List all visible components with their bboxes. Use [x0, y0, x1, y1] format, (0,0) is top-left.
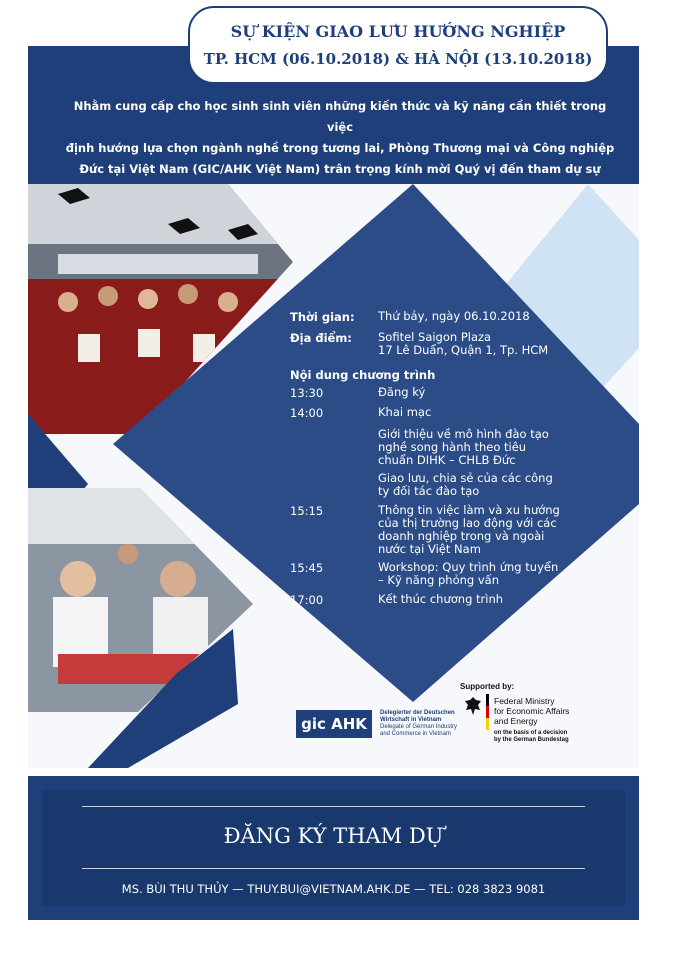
- program-text: [378, 428, 549, 467]
- program-time: 14:00: [290, 406, 324, 420]
- event-title-badge: [188, 6, 608, 84]
- program-time: 15:45: [290, 561, 324, 575]
- program-text: [378, 593, 503, 606]
- register-heading: ĐĂNG KÝ THAM DỰ: [223, 824, 444, 848]
- program-line: nước tại Việt Nam: [378, 542, 481, 556]
- program-item: [290, 405, 432, 420]
- program-line: doanh nghiệp trong và ngoài: [378, 529, 545, 543]
- ministry-name: [494, 696, 594, 726]
- time-value: Thứ bảy, ngày 06.10.2018: [378, 309, 530, 323]
- program-text: [378, 472, 553, 498]
- place-line: 17 Lê Duẩn, Quận 1, Tp. HCM: [378, 343, 549, 357]
- divider: [82, 868, 585, 869]
- footer-panel: [42, 790, 625, 906]
- program-item: [290, 560, 559, 587]
- program-time: 13:30: [290, 386, 324, 400]
- program-line: của thị trường lao động với các: [378, 516, 557, 530]
- gic-ahk-caption: [380, 710, 470, 738]
- contact-info[interactable]: MS. BÙI THU THỦY — THUY.BUI@VIETNAM.AHK.DE — TEL: 028 3823 9081: [121, 882, 546, 896]
- federal-eagle-icon: [464, 696, 482, 716]
- ministry-note-line: on the basis of a decision: [494, 730, 568, 736]
- program-line: Đăng ký: [378, 385, 426, 399]
- intro-line: định hướng lựa chọn ngành nghề trong tương lai, Phòng Thương mại và Công nghiệp: [65, 141, 615, 155]
- registration-footer: [28, 776, 639, 920]
- program-line: Giới thiệu về mô hình đào tạo: [378, 427, 549, 441]
- program-line: Kết thúc chương trình: [378, 592, 504, 606]
- program-line: chuẩn DIHK – CHLB Đức: [378, 453, 516, 467]
- logo-strip: [296, 676, 586, 746]
- program-line: ty đối tác đào tạo: [378, 484, 480, 498]
- german-flag-icon: [486, 694, 489, 730]
- gic-caption-line: Wirtschaft in Vietnam: [380, 717, 442, 723]
- program-heading: Nội dung chương trình: [290, 368, 436, 382]
- program-text: [378, 504, 560, 556]
- program-line: nghề song hành theo tiêu: [378, 440, 527, 454]
- gic-caption-line: and Commerce in Vietnam: [380, 731, 451, 737]
- gic-caption-line: Delegate of German Industry: [380, 724, 458, 730]
- program-text: [378, 386, 425, 399]
- ministry-line: Federal Ministry: [494, 696, 555, 706]
- place-line: Sofitel Saigon Plaza: [378, 330, 492, 344]
- divider: [82, 806, 585, 807]
- program-line: Khai mạc: [378, 405, 432, 419]
- program-line: Giao lưu, chia sẻ của các công: [378, 471, 553, 485]
- place-label: Địa điểm:: [290, 331, 352, 345]
- program-time: 17:00: [290, 593, 324, 607]
- program-line: Thông tin việc làm và xu hướng: [378, 503, 560, 517]
- program-text: [378, 561, 558, 587]
- program-line: – Kỹ năng phỏng vấn: [378, 573, 499, 587]
- program-time: 15:15: [290, 504, 324, 518]
- program-item: [290, 592, 504, 607]
- time-row: [290, 309, 530, 324]
- intro-line: Đức tại Việt Nam (GIC/AHK Việt Nam) trân trọng kính mời Quý vị đến tham dự sự: [79, 162, 601, 176]
- gic-caption-line: Delegierter der Deutschen: [380, 710, 455, 716]
- ministry-line: for Economic Affairs: [494, 706, 570, 716]
- program-text: [378, 406, 431, 419]
- ministry-line: and Energy: [494, 716, 538, 726]
- event-dates: TP. HCM (06.10.2018) & HÀ NỘI (13.10.2018): [203, 50, 593, 68]
- event-title: SỰ KIỆN GIAO LƯU HƯỚNG NGHIỆP: [230, 22, 566, 41]
- intro-line: Nhằm cung cấp cho học sinh sinh viên những kiến thức và kỹ năng cần thiết trong việc: [73, 99, 607, 134]
- program-line: Workshop: Quy trình ứng tuyển: [378, 560, 559, 574]
- ministry-note-line: by the German Bundestag: [494, 737, 569, 743]
- ministry-note: [494, 730, 594, 744]
- program-item: [290, 503, 560, 556]
- place-value: [378, 331, 548, 357]
- time-label: Thời gian:: [290, 310, 355, 324]
- gic-ahk-logo: gic AHK: [296, 710, 372, 738]
- program-item: [290, 385, 426, 400]
- place-row: [290, 330, 549, 357]
- supported-by-label: Supported by:: [460, 682, 515, 691]
